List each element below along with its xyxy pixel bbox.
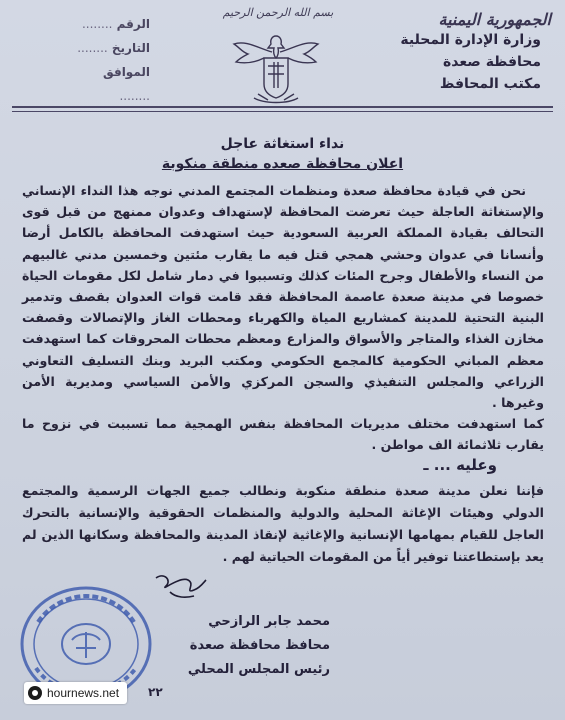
letter-conclusion	[22, 480, 544, 568]
yemen-eagle-emblem-icon	[228, 22, 324, 108]
signatory-name: محمد جابر الرازحي	[208, 614, 330, 629]
office-name: مكتب المحافظ	[439, 76, 541, 92]
body-paragraph-2: كما استهدفت مختلف مديريات المحافظة بنفس الهمجية مما تسببت في نزوح ما يقارب ثلاثمائة الف مواطن .	[22, 416, 544, 453]
watermark-text: hournews.net	[47, 686, 120, 700]
signatory-title: محافظ محافظة صعدة	[189, 638, 330, 653]
signature-block	[170, 610, 330, 682]
therefore-heading: وعليه ... ـ	[423, 456, 497, 474]
appeal-title: نداء استغاثة عاجل	[220, 136, 345, 152]
hournews-logo-icon	[28, 686, 42, 700]
ministry-name: وزارة الإدارة المحلية	[400, 32, 541, 48]
watermark-badge	[24, 682, 127, 704]
announcement-title: اعلان محافظة صعده منطقة منكوبة	[161, 156, 404, 172]
basmala: بسم الله الرحمن الرحيم	[222, 6, 334, 19]
header-divider	[12, 106, 553, 112]
body-paragraph-1: نحن في قيادة محافظة صعدة ومنظمات المجتمع المدني نوجه هذا النداء الإنساني والإستغاثة العاجلة حيث تعرضت المحافظة لإستهداف وعدوان ممنهج من قبل قوى التحالف بقيادة المملكة العربية السعودية حيث استهدفت المحافظة بالكامل أرضا وأنسانا في عدوان وحشي همجي قتل فيه ما يقارب مئتين وخمسين مدني غالبيهم من النساء والأطفال وجرح المئات كذلك وتسببوا في دمار شامل لكل مقومات الحياة خصوصا في مدينة صعدة عاصمة المحافظة فقد قامت قوات العدوان بقصف وتدمير البنية التحتية للمدينة كمشاريع المياة والكهرباء ومحطات الغاز والإتصالات وقصفت مخازن الغذاء والمتاجر والأسواق والمزارع ومعظم محطات المحروقات كما استهدفت معظم المباني الحكومية كالمجمع الحكومي ومكتب البريد وبنك التسليف التعاوني الزراعي والمجلس التنفيذي والسجن المركزي والأمن السياسي ومديرية الأمن وغيرها .	[22, 183, 544, 411]
letter-body	[22, 180, 544, 456]
signatory-role: رئيس المجلس المحلي	[187, 662, 330, 677]
field-number: الرقم ........	[81, 17, 150, 31]
field-corresponding: الموافق ........	[103, 65, 150, 103]
governorate-name: محافظة صعدة	[443, 54, 541, 70]
letterhead-right	[381, 10, 551, 95]
republic-name: الجمهورية اليمنية	[438, 10, 551, 29]
field-date: التاريخ ........	[77, 41, 150, 55]
date-fragment: ٢٢	[148, 685, 163, 699]
letterhead-left-fields	[70, 12, 150, 103]
body-paragraph-3: فإننا نعلن مدينة صعدة منطقة منكوبة ونطالب جميع الجهات الرسمية والمجتمع الدولي وهيئات الإغاثة المحلية والدولية والمنظمات الحقوقية والإنسانية بالتحرك العاجل للقيام بمهامها الإنسانية والإغاثية لإنقاذ المدينة والمحافظة وسكانها الذين لم يعد بإستطاعتنا توفير أياً من المقومات الحياتية لهم .	[22, 483, 544, 564]
